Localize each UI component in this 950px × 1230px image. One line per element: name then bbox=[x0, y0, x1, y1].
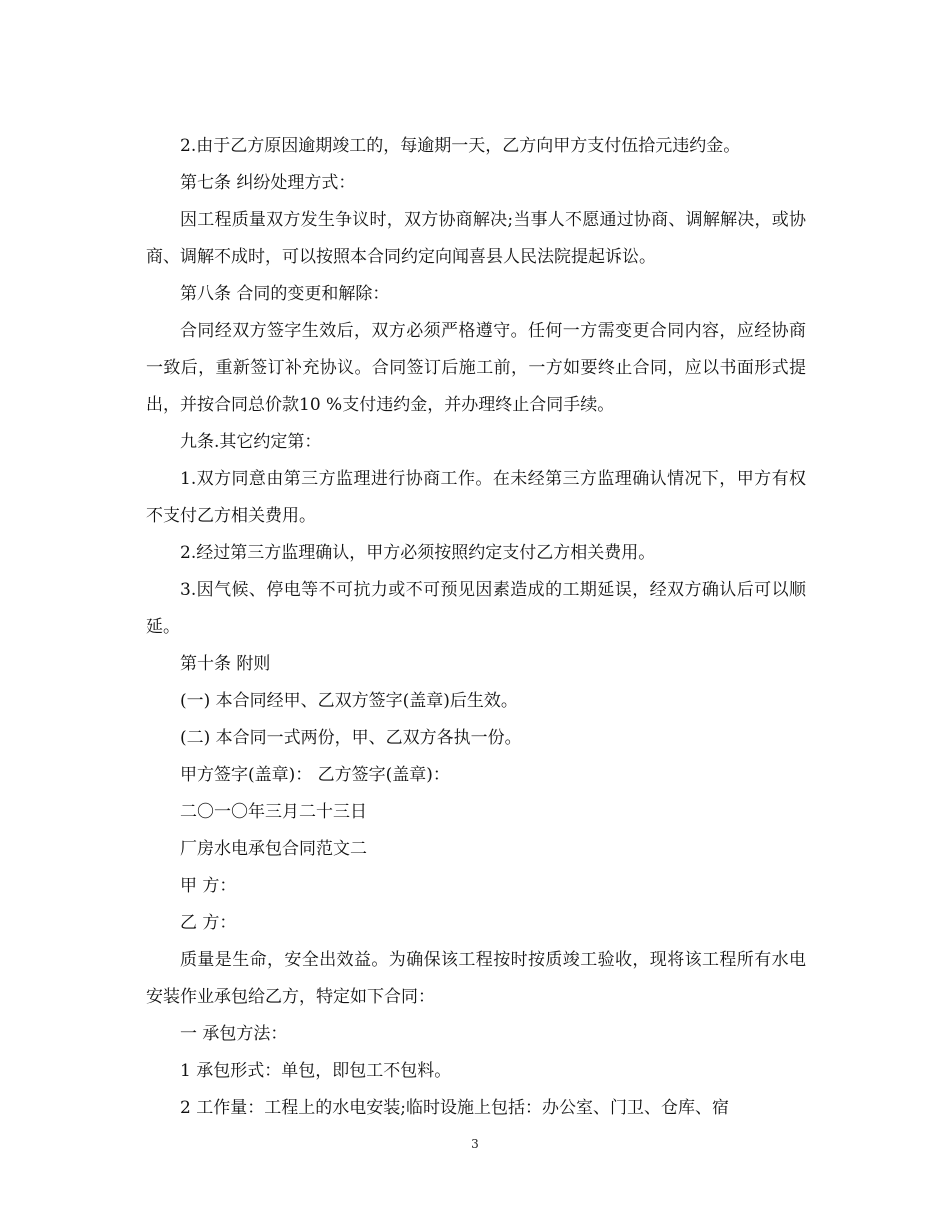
paragraph-contract-change: 合同经双方签字生效后，双方必须严格遵守。任何一方需变更合同内容，应经协商一致后，重新签订补充协议。合同签订后施工前，一方如要终止合同，应以书面形式提出，并按合同总价款10 %支付违约金，并办理终止合同手续。 bbox=[146, 321, 806, 415]
paragraph-supervision-1: 1.双方同意由第三方监理进行协商工作。在未经第三方监理确认情况下，甲方有权不支付乙方相关费用。 bbox=[146, 469, 806, 526]
paragraph-effective: (一) 本合同经甲、乙双方签字(盖章)后生效。 bbox=[180, 691, 518, 711]
party-b-line: 乙 方： bbox=[180, 913, 237, 933]
heading-contract-method: 一 承包方法： bbox=[180, 1024, 288, 1044]
heading-article-7: 第七条 纠纷处理方式： bbox=[180, 173, 356, 193]
party-a-line: 甲 方： bbox=[180, 876, 237, 896]
paragraph-dispute-resolution: 因工程质量双方发生争议时，双方协商解决;当事人不愿通过协商、调解解决，或协商、调解不成时，可以按照本合同约定向闻喜县人民法院提起诉讼。 bbox=[146, 210, 806, 267]
heading-article-8: 第八条 合同的变更和解除： bbox=[180, 284, 390, 304]
sample-title-2: 厂房水电承包合同范文二 bbox=[180, 839, 367, 859]
paragraph-preamble: 质量是生命，安全出效益。为确保该工程按时按质竣工验收，现将该工程所有水电安装作业承包给乙方，特定如下合同： bbox=[146, 950, 806, 1007]
paragraph-supervision-2: 2.经过第三方监理确认，甲方必须按照约定支付乙方相关费用。 bbox=[180, 543, 656, 563]
paragraph-contract-form: 1 承包形式：单包，即包工不包料。 bbox=[180, 1061, 452, 1081]
signature-line: 甲方签字(盖章)： 乙方签字(盖章)： bbox=[180, 765, 450, 785]
heading-article-9: 九条.其它约定第： bbox=[180, 432, 322, 452]
paragraph-workload: 2 工作量：工程上的水电安装;临时设施上包括：办公室、门卫、仓库、宿 bbox=[180, 1098, 729, 1118]
paragraph-overdue-penalty: 2.由于乙方原因逾期竣工的，每逾期一天，乙方向甲方支付伍拾元违约金。 bbox=[180, 136, 741, 156]
document-body bbox=[146, 128, 806, 1127]
date-line: 二〇一〇年三月二十三日 bbox=[180, 802, 367, 822]
heading-article-10: 第十条 附则 bbox=[180, 654, 271, 674]
paragraph-force-majeure: 3.因气候、停电等不可抗力或不可预见因素造成的工期延误，经双方确认后可以顺延。 bbox=[146, 580, 806, 637]
paragraph-copies: (二) 本合同一式两份，甲、乙双方各执一份。 bbox=[180, 728, 522, 748]
page-number: 3 bbox=[471, 1137, 479, 1151]
